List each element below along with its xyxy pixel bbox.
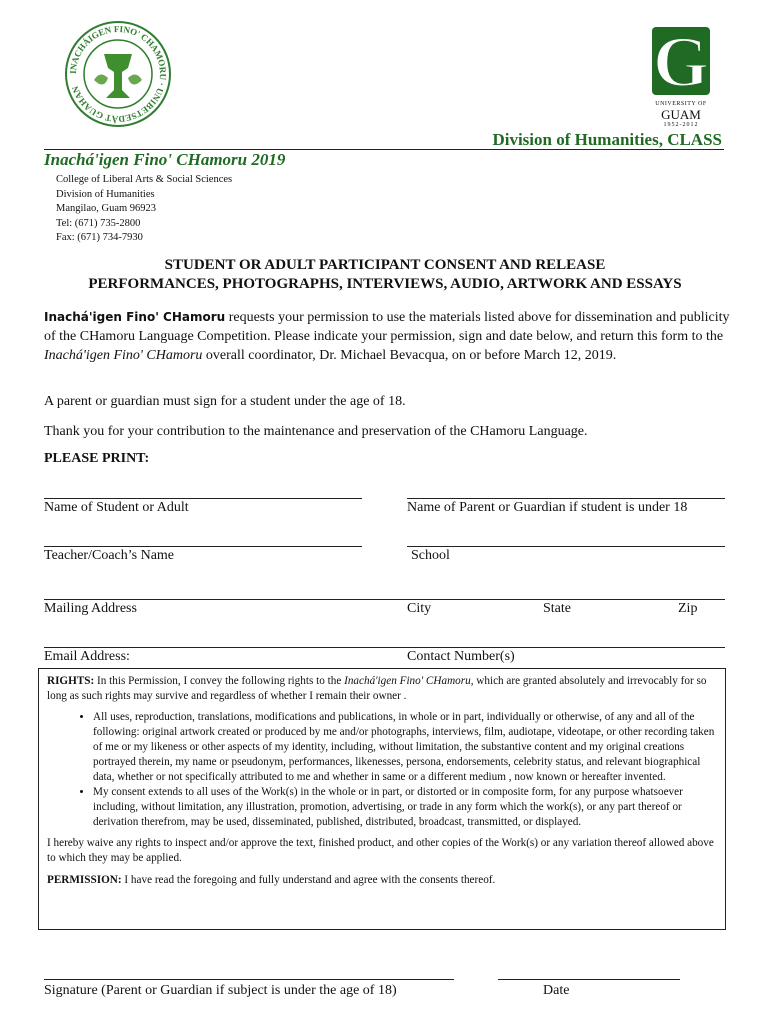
date-label: Date: [543, 983, 570, 998]
intro-paragraph: [44, 308, 734, 365]
rights-intro-italic: Inachá'igen Fino' CHamoru: [344, 675, 471, 687]
city-label: City: [407, 601, 432, 616]
intro-lead: Inachá'igen Fino' CHamoru: [44, 310, 226, 324]
uog-small-label: UNIVERSITY OF: [655, 101, 707, 107]
university-of-guam-logo: [648, 26, 714, 130]
guardian-note: A parent or guardian must sign for a student under the age of 18.: [44, 394, 406, 409]
teacher-label: Teacher/Coach’s Name: [44, 548, 175, 563]
form-title: [30, 256, 740, 294]
rights-label: RIGHTS:: [47, 675, 95, 687]
rights-list: [47, 710, 717, 830]
form-title-line-2: PERFORMANCES, PHOTOGRAPHS, INTERVIEWS, AUDIO, ARTWORK AND ESSAYS: [88, 276, 682, 292]
address-line: Division of Humanities: [56, 188, 155, 200]
address-line: Tel: (671) 735-2800: [56, 217, 141, 229]
rights-intro-text: In this Permission, I convey the following rights to the: [94, 675, 345, 687]
address-line: Mangilao, Guam 96923: [56, 203, 157, 214]
rights-bullet: • All uses, reproduction, translations, modifications and publications, in whole or in part, individually or otherwise, of any and all of the following: original artwork created or produced by me and/or photographs, interviews, film, audiotape, videotape, or other recording taken of me or my likeness or other aspects of my identity, including, without limitation, the substantive content and my original creations portrayed therein, my name or pseudonym, performances, likenesses, persona, endorsements, celebrity status, and relevant biographical data, whether or not specifically attributed to me and whether in same or a different medium , now known or hereafter invented.: [93, 710, 717, 785]
form-title-line-1: STUDENT OR ADULT PARTICIPANT CONSENT AND RELEASE: [164, 257, 606, 273]
address-block: [56, 173, 232, 246]
uog-name: GUAM: [661, 107, 701, 122]
event-title: Inachá'igen Fino' CHamoru 2019: [44, 150, 286, 169]
contact-label: Contact Number(s): [407, 649, 515, 664]
address-line: College of Liberal Arts & Social Sciences: [56, 174, 233, 185]
date-line[interactable]: [498, 979, 680, 980]
signature-line[interactable]: [44, 979, 454, 980]
rights-bullet: • My consent extends to all uses of the Work(s) in the whole or in part, or distorted or in composite form, for any purpose whatsoever including, without limitation, any illustration, promotion, advertising, or trade in any form which the work(s), or any part thereof or derivation therefrom, may be used, disseminated, published, distributed, broadcast, transmitted, or displayed.: [93, 785, 717, 830]
permission-label: PERMISSION:: [47, 874, 122, 886]
mailing-label: Mailing Address: [44, 601, 137, 616]
guardian-name-line[interactable]: [407, 498, 725, 499]
teacher-line[interactable]: [44, 546, 362, 547]
uog-years: 1952-2012: [663, 122, 699, 128]
rights-intro-text-2: , which are granted absolutely and irrevocably for so long as such rights may survive and regardless of whether I remain their owner .: [47, 675, 707, 702]
permission-statement: [47, 873, 717, 888]
svg-text:G: G: [652, 26, 710, 96]
intro-text-2: overall coordinator, Dr. Michael Bevacqua, on or before March 12, 2019.: [202, 348, 617, 363]
signature-label: Signature (Parent or Guardian if subject is under the age of 18): [44, 983, 397, 998]
school-label: School: [411, 548, 450, 563]
inachaigen-seal-logo: [64, 20, 172, 128]
name-line[interactable]: [44, 498, 362, 499]
svg-text:INACHÁIGEN FINO' CHAMORU · UNI: INACHÁIGEN FINO' CHAMORU · UNIBETSEDÅT GUAHAN: [67, 23, 169, 125]
uog-g-mark-icon: [651, 26, 711, 96]
state-label: State: [543, 601, 571, 616]
waiver-text: I hereby waive any rights to inspect and/or approve the text, finished product, and other copies of the Work(s) or any variation thereof allowed above to which they may be applied.: [47, 837, 714, 864]
division-heading: Division of Humanities, CLASS: [492, 130, 722, 149]
rights-intro: [47, 674, 717, 704]
mailing-line[interactable]: [44, 599, 725, 600]
please-print-label: PLEASE PRINT:: [44, 451, 150, 466]
zip-label: Zip: [678, 601, 698, 616]
email-line[interactable]: [44, 647, 725, 648]
permission-text: I have read the foregoing and fully understand and agree with the consents thereof.: [121, 874, 496, 886]
rights-box: [38, 668, 726, 930]
name-label: Name of Student or Adult: [44, 500, 189, 515]
thanks-note: Thank you for your contribution to the maintenance and preservation of the CHamoru Language.: [44, 424, 588, 439]
school-line[interactable]: [407, 546, 725, 547]
guardian-name-label: Name of Parent or Guardian if student is under 18: [407, 500, 688, 515]
intro-italic: Inachá'igen Fino' CHamoru: [44, 348, 203, 363]
email-label: Email Address:: [44, 649, 130, 664]
intro-text-1: requests your permission to use the materials listed above for dissemination and publicity of the CHamoru Language Competition. Please indicate your permission, sign and date below, and return this form to the: [44, 310, 730, 344]
address-line: Fax: (671) 734-7930: [56, 232, 143, 243]
